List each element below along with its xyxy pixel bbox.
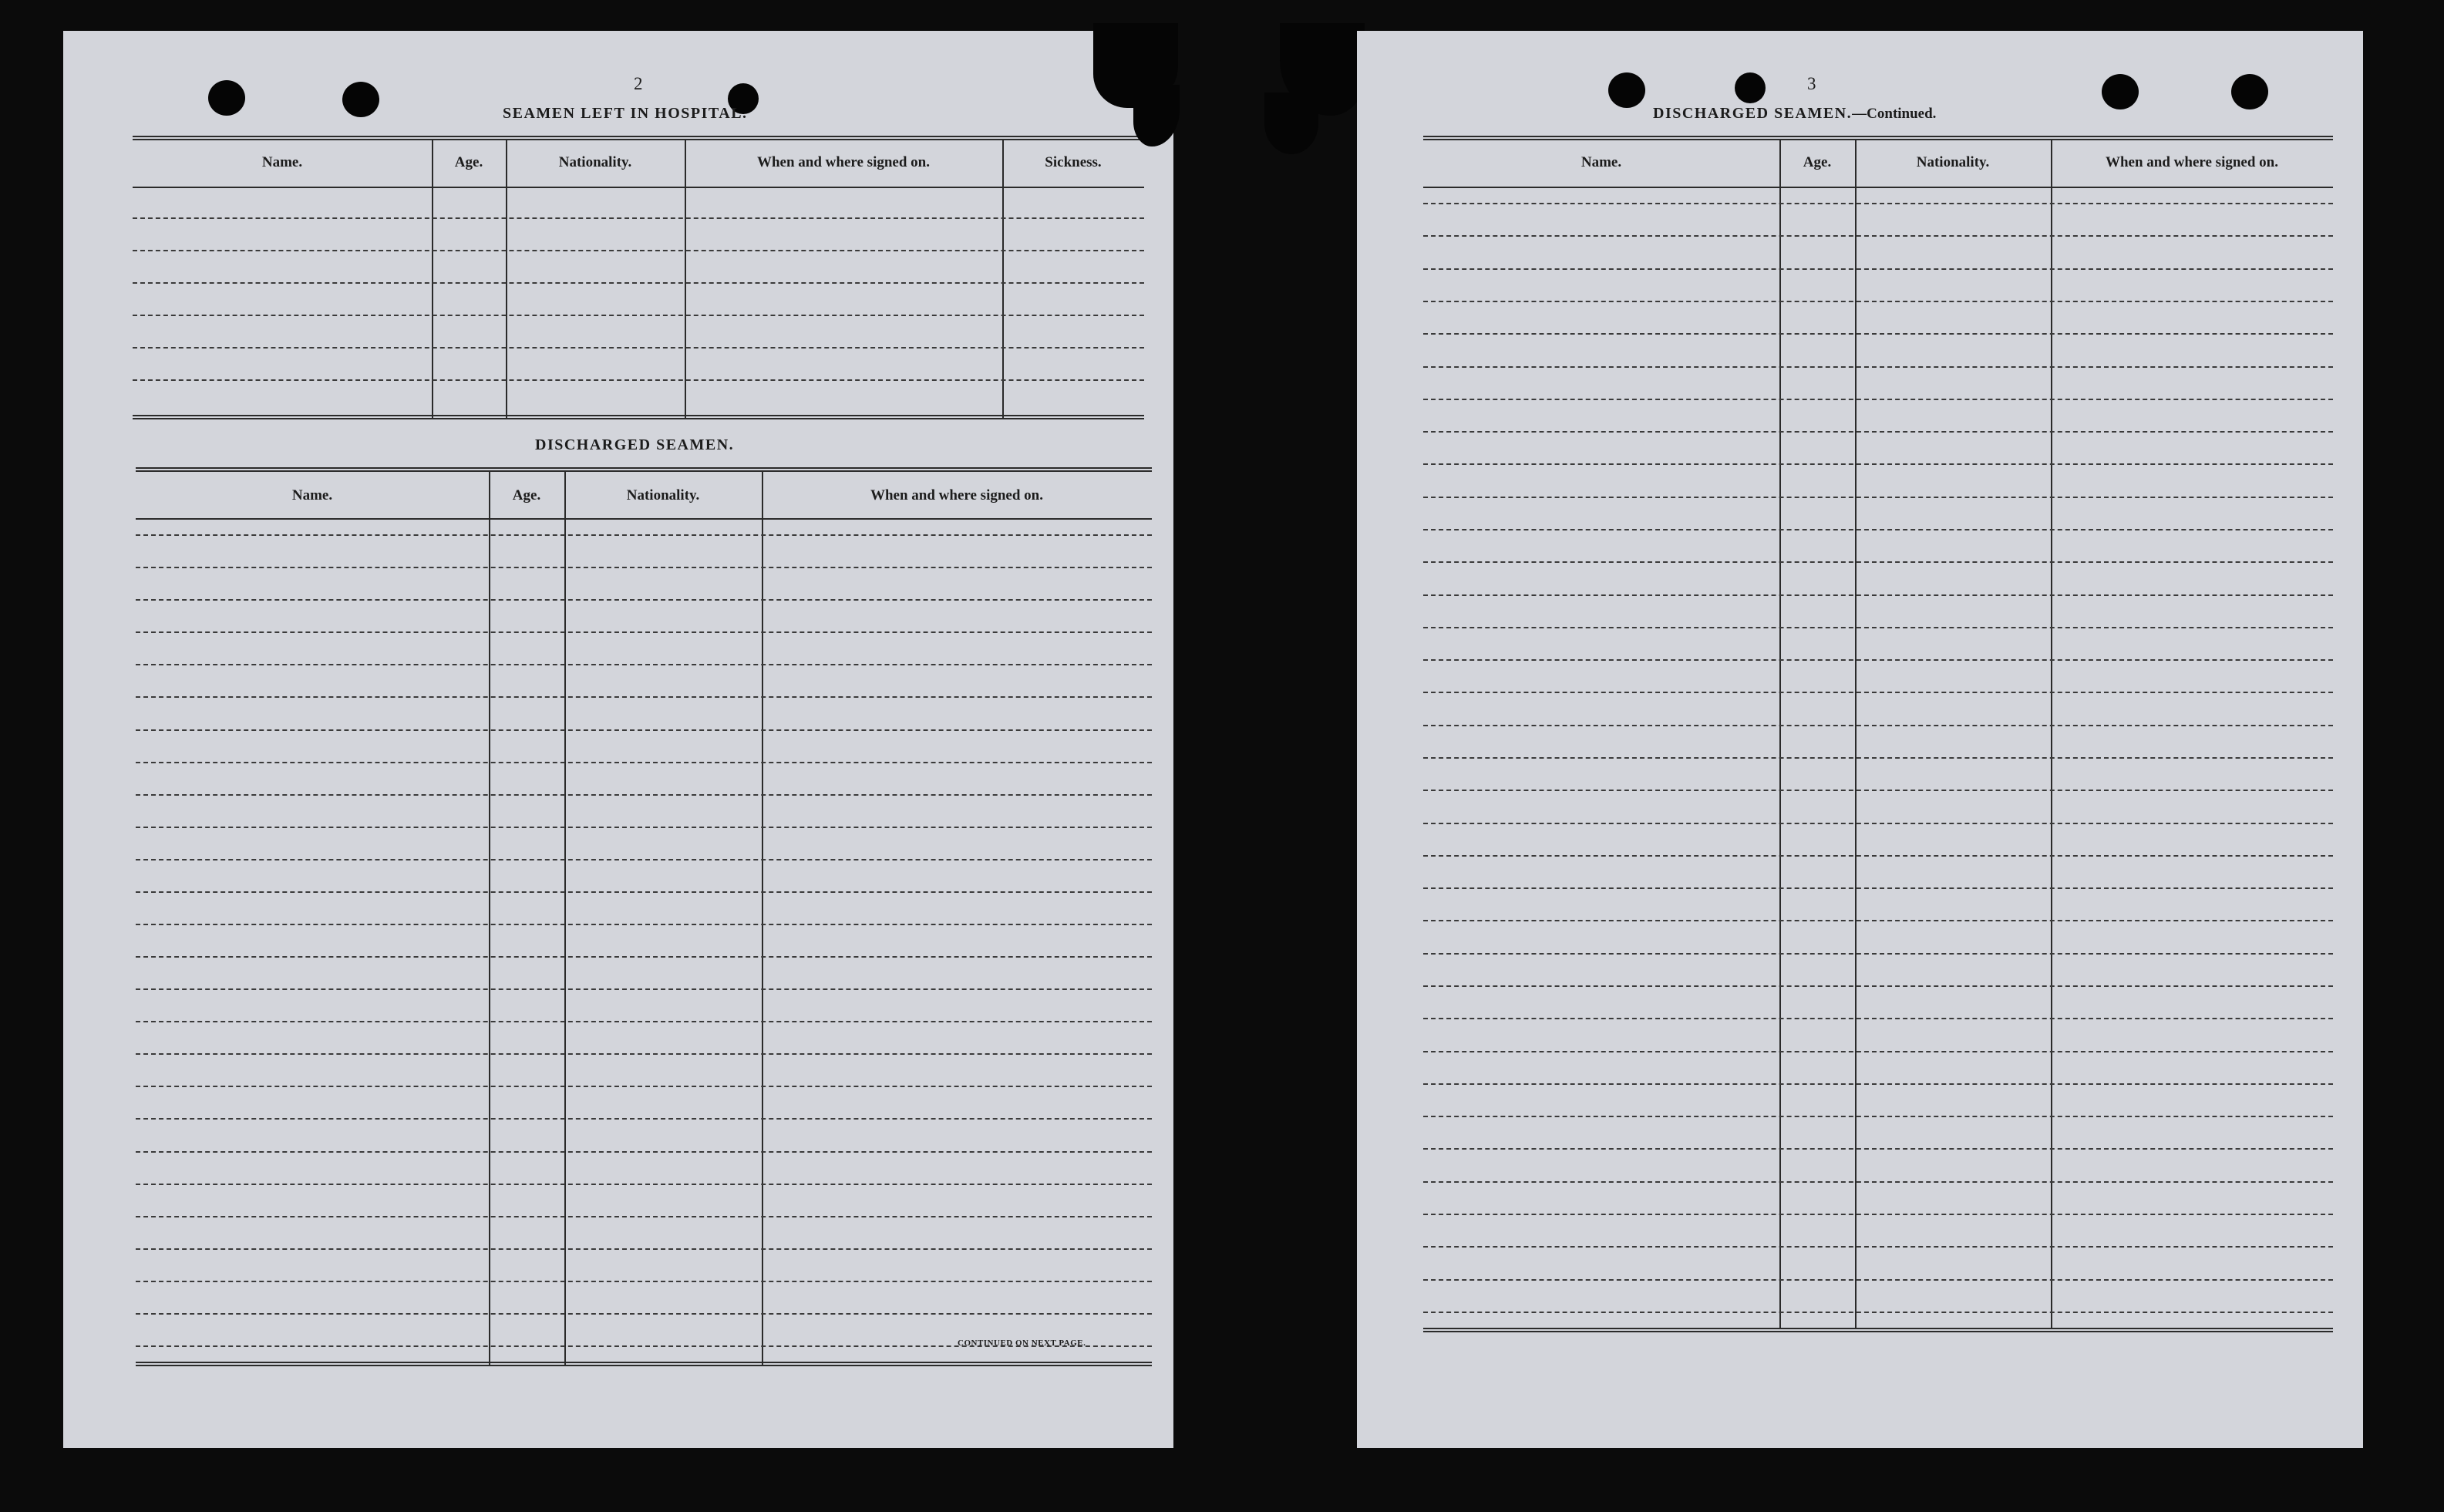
column-header-signed-on: When and where signed on.: [870, 487, 1043, 503]
table-row: [1423, 333, 2333, 335]
table-row: [133, 217, 1144, 219]
header-rule: [1423, 187, 2333, 188]
table-row: [136, 534, 1152, 536]
table-row: [136, 924, 1152, 925]
column-header-nationality: Nationality.: [626, 487, 700, 503]
column-divider: [489, 472, 490, 1365]
page-number: 2: [634, 74, 643, 93]
table-row: [1423, 529, 2333, 530]
table-row: [136, 988, 1152, 990]
discharged-section-title: DISCHARGED SEAMEN.: [535, 436, 735, 453]
table-row: [1423, 1018, 2333, 1019]
table-row: [1423, 561, 2333, 563]
column-header-signed-on: When and where signed on.: [2105, 154, 2278, 170]
table-row: [1423, 1312, 2333, 1313]
hospital-section-title: SEAMEN LEFT IN HOSPITAL.: [503, 105, 748, 122]
column-divider: [2051, 140, 2052, 1328]
column-header-age: Age.: [1803, 154, 1832, 170]
punch-hole: [208, 80, 245, 116]
section-title-text: DISCHARGED SEAMEN.: [1653, 105, 1853, 122]
table-row: [1423, 1116, 2333, 1117]
table-row: [136, 827, 1152, 828]
table-row: [1423, 659, 2333, 661]
column-header-name: Name.: [1581, 154, 1622, 170]
table-row: [136, 664, 1152, 665]
table-bottom-rule: [136, 1362, 1152, 1366]
table-bottom-rule: [133, 415, 1144, 419]
column-divider: [1779, 140, 1781, 1328]
table-row: [136, 567, 1152, 568]
table-row: [1423, 985, 2333, 987]
table-row: [1423, 366, 2333, 368]
table-row: [1423, 1181, 2333, 1183]
column-header-sickness: Sickness.: [1045, 154, 1102, 170]
punch-hole: [342, 82, 379, 117]
table-row: [136, 1216, 1152, 1217]
table-row: [1423, 268, 2333, 270]
header-rule: [136, 518, 1152, 520]
table-row: [1423, 497, 2333, 498]
table-row: [133, 315, 1144, 316]
continued-note: CONTINUED ON NEXT PAGE.: [958, 1339, 1086, 1348]
table-row: [1423, 823, 2333, 824]
table-top-rule: [1423, 136, 2333, 140]
table-row: [136, 1184, 1152, 1185]
table-row: [1423, 725, 2333, 726]
header-rule: [133, 187, 1144, 188]
table-row: [136, 1086, 1152, 1087]
punch-hole: [2231, 74, 2268, 109]
table-row: [136, 599, 1152, 601]
table-row: [1423, 1279, 2333, 1281]
table-row: [1423, 399, 2333, 400]
column-divider: [685, 140, 686, 418]
column-divider: [432, 140, 433, 418]
punch-hole: [1735, 72, 1766, 103]
table-row: [136, 859, 1152, 860]
table-row: [1423, 594, 2333, 596]
column-header-signed-on: When and where signed on.: [756, 154, 930, 170]
column-divider: [762, 472, 763, 1365]
table-row: [1423, 627, 2333, 628]
column-divider: [564, 472, 566, 1365]
table-row: [133, 379, 1144, 381]
table-row: [136, 1248, 1152, 1250]
column-header-nationality: Nationality.: [1916, 154, 1990, 170]
column-divider: [1855, 140, 1857, 1328]
torn-edge: [1264, 93, 1318, 154]
section-title-suffix: —Continued.: [1852, 106, 1937, 122]
page-number: 3: [1807, 74, 1816, 93]
right-page: [1357, 31, 2363, 1448]
column-header-age: Age.: [512, 487, 541, 503]
table-row: [136, 1021, 1152, 1022]
punch-hole: [1608, 72, 1645, 108]
table-row: [1423, 235, 2333, 237]
column-header-name: Name.: [291, 487, 333, 503]
table-row: [1423, 757, 2333, 759]
table-row: [136, 729, 1152, 731]
column-divider: [506, 140, 507, 418]
table-row: [1423, 431, 2333, 433]
table-row: [1423, 463, 2333, 465]
table-row: [136, 891, 1152, 893]
table-row: [136, 696, 1152, 698]
table-row: [136, 1118, 1152, 1120]
table-top-rule: [133, 136, 1144, 140]
table-row: [1423, 790, 2333, 791]
column-header-nationality: Nationality.: [558, 154, 632, 170]
punch-hole: [2102, 74, 2139, 109]
table-row: [1423, 887, 2333, 889]
table-row: [1423, 1148, 2333, 1150]
table-row: [1423, 953, 2333, 955]
table-top-rule: [136, 467, 1152, 472]
table-row: [1423, 301, 2333, 302]
discharged-table: [136, 467, 1152, 1366]
table-row: [136, 1313, 1152, 1315]
table-bottom-rule: [1423, 1328, 2333, 1332]
table-row: [133, 347, 1144, 349]
table-row: [1423, 855, 2333, 857]
table-row: [136, 956, 1152, 958]
table-row: [136, 794, 1152, 796]
hospital-table: [133, 136, 1144, 423]
column-divider: [1002, 140, 1004, 418]
table-row: [1423, 1083, 2333, 1085]
table-row: [136, 762, 1152, 763]
table-row: [1423, 692, 2333, 693]
table-row: [1423, 920, 2333, 921]
table-row: [136, 1053, 1152, 1055]
discharged-table: [1423, 136, 2333, 1332]
table-row: [136, 631, 1152, 633]
discharged-continued-title: [1653, 105, 1936, 123]
left-page: [63, 31, 1173, 1448]
table-row: [1423, 1051, 2333, 1052]
table-row: [133, 250, 1144, 251]
table-row: [136, 1151, 1152, 1153]
column-header-name: Name.: [261, 154, 303, 170]
table-row: [1423, 203, 2333, 204]
table-row: [1423, 1214, 2333, 1215]
table-row: [133, 282, 1144, 284]
table-row: [1423, 1246, 2333, 1248]
column-header-age: Age.: [454, 154, 483, 170]
table-row: [136, 1281, 1152, 1282]
